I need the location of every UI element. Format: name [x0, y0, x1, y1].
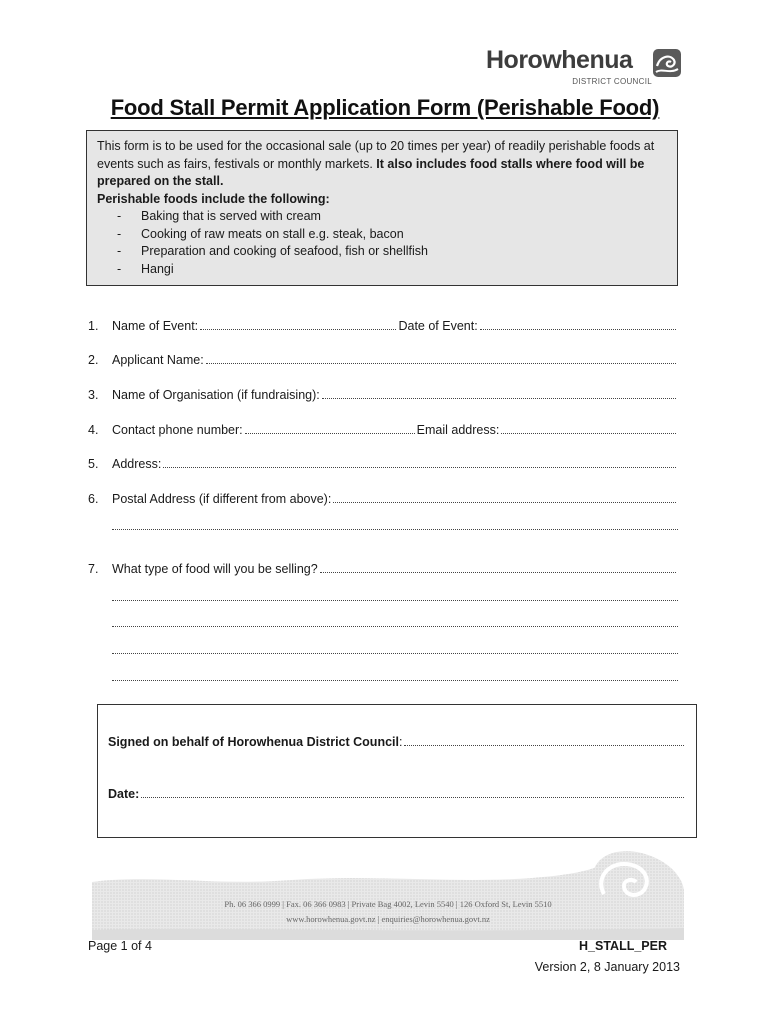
field-number: 4.: [88, 423, 99, 437]
perishable-list: [97, 208, 667, 278]
field-row-organisation: [88, 388, 678, 406]
food-type-field-line-4[interactable]: [112, 643, 678, 654]
wave-emblem-icon: [652, 48, 682, 78]
event-date-label: Date of Event:: [398, 319, 478, 333]
list-item: - Cooking of raw meats on stall e.g. steak, bacon: [117, 226, 667, 244]
intro-text-bold: It also includes food stalls where food will be prepared on the stall.: [97, 156, 645, 188]
field-row-postal: [88, 492, 678, 510]
field-row-contact: [88, 423, 678, 441]
footer-wave-graphic: [92, 850, 684, 940]
phone-field[interactable]: [245, 423, 415, 434]
email-field[interactable]: [501, 423, 676, 434]
footer-contact: Ph. 06 366 0999 | Fax. 06 366 0983 | Private Bag 4002, Levin 5540 | 126 Oxford St, Levin 5510: [224, 899, 552, 909]
event-name-label: Name of Event:: [112, 319, 199, 333]
organisation-label: Name of Organisation (if fundraising):: [112, 388, 320, 402]
logo-name: Horowhenua: [486, 46, 633, 74]
field-number: 3.: [88, 388, 99, 402]
date-label: Date:: [108, 787, 140, 801]
field-number: 1.: [88, 319, 99, 333]
event-date-field[interactable]: [480, 319, 676, 330]
list-item: - Hangi: [117, 261, 667, 279]
footer-web: www.horowhenua.govt.nz | enquiries@horowhenua.govt.nz: [286, 914, 490, 924]
applicant-name-label: Applicant Name:: [112, 353, 204, 367]
council-logo: [486, 46, 686, 92]
organisation-field[interactable]: [322, 388, 676, 399]
field-row-event: [88, 319, 678, 337]
field-number: 5.: [88, 457, 99, 471]
list-item: - Baking that is served with cream: [117, 208, 667, 226]
signature-field[interactable]: [404, 735, 684, 746]
field-number: 2.: [88, 353, 99, 367]
signed-row: [108, 735, 686, 749]
food-type-label: What type of food will you be selling?: [112, 562, 318, 576]
logo-subtitle: DISTRICT COUNCIL: [572, 77, 652, 86]
signed-colon: :: [398, 735, 403, 749]
council-signature-box: [97, 704, 697, 838]
postal-address-label: Postal Address (if different from above):: [112, 492, 332, 506]
document-version: Version 2, 8 January 2013: [534, 960, 680, 974]
food-type-field[interactable]: [320, 562, 676, 573]
sign-date-field[interactable]: [141, 787, 684, 798]
form-title: Food Stall Permit Application Form (Perishable Food): [110, 95, 660, 120]
food-type-field-line-3[interactable]: [112, 616, 678, 627]
document-code: H_STALL_PER: [579, 939, 667, 953]
field-number: 6.: [88, 492, 99, 506]
address-label: Address:: [112, 457, 162, 471]
applicant-name-field[interactable]: [206, 353, 676, 364]
signed-label: Signed on behalf of Horowhenua District Council: [108, 735, 399, 749]
field-row-food-type: [88, 562, 678, 580]
postal-address-field[interactable]: [333, 492, 676, 503]
phone-label: Contact phone number:: [112, 423, 243, 437]
intro-paragraph: [97, 138, 667, 191]
field-row-address: [88, 457, 678, 475]
food-type-field-line-2[interactable]: [112, 590, 678, 601]
perishable-heading: Perishable foods include the following:: [97, 191, 330, 206]
email-label: Email address:: [416, 423, 500, 437]
address-field[interactable]: [163, 457, 676, 468]
field-number: 7.: [88, 562, 99, 576]
intro-box: [86, 130, 678, 286]
date-row: [108, 787, 686, 801]
field-row-applicant: [88, 353, 678, 371]
page-number: Page 1 of 4: [88, 939, 152, 953]
intro-text: This form is to be used for the occasional sale (up to 20 times per year) of readily perishable foods at events such as fairs, festivals or monthly markets.: [97, 139, 655, 171]
food-type-field-line-5[interactable]: [112, 670, 678, 681]
event-name-field[interactable]: [200, 319, 396, 330]
postal-address-field-line-2[interactable]: [112, 519, 678, 530]
list-item: - Preparation and cooking of seafood, fish or shellfish: [117, 243, 667, 261]
